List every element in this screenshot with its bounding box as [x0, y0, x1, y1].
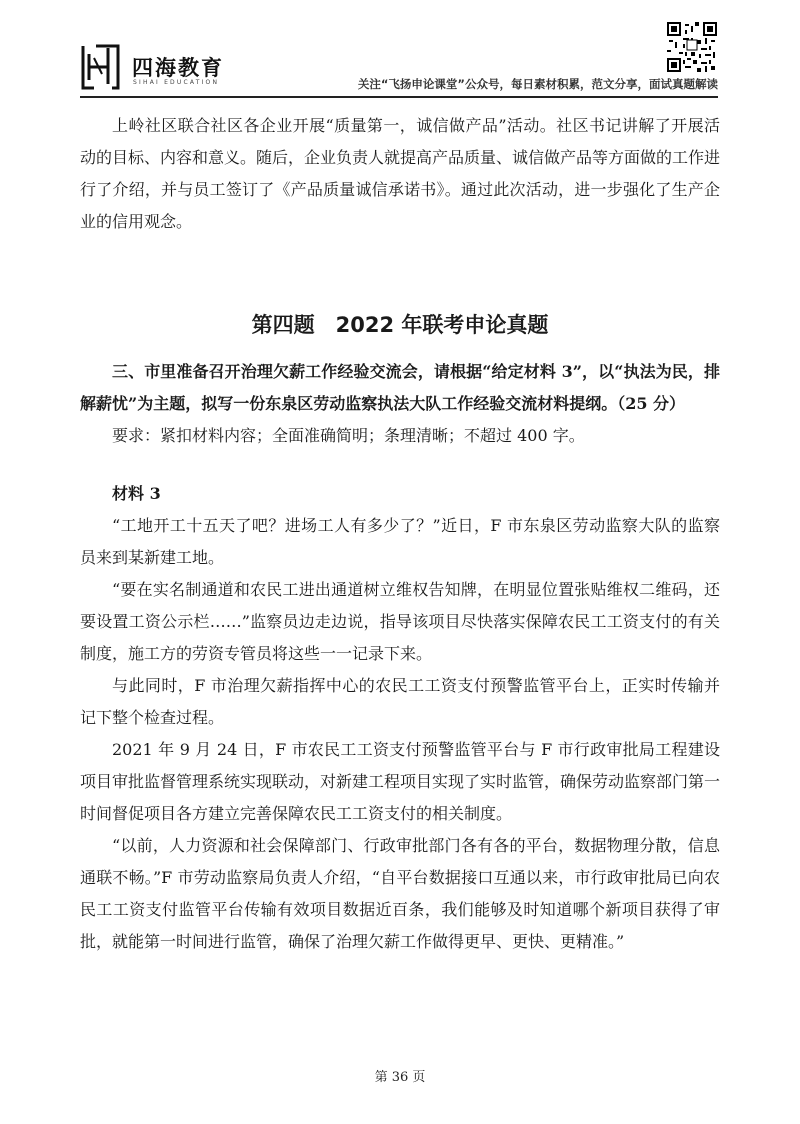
requirements-text: 要求：紧扣材料内容；全面准确简明；条理清晰；不超过 400 字。: [112, 426, 585, 445]
logo-text: 四海教育: [132, 56, 224, 80]
intro-paragraph: 上岭社区联合社区各企业开展“质量第一，诚信做产品”活动。社区书记讲解了开展活动的目标、内容和意义。随后，企业负责人就提高产品质量、诚信做产品等方面做的工作进行了介绍，并与员工签订了《产品质量诚信承诺书》。通过此次活动，进一步强化了生产企业的信用观念。: [80, 116, 721, 231]
material-title: 材料 3: [112, 484, 161, 503]
material-paragraph: 2021 年 9 月 24 日，F 市农民工工资支付预警监管平台与 F 市行政审批局工程建设项目审批监督管理系统实现联动，对新建工程项目实现了实时监管，确保劳动监察部门第一时间督促项目各方建立完善保障农民工工资支付的相关制度。: [80, 740, 721, 823]
material-paragraph: “以前，人力资源和社会保障部门、行政审批部门各有各的平台，数据物理分散，信息通联不畅。”F 市劳动监察局负责人介绍，“自平台数据接口互通以来，市行政审批局已向农民工工资支付监管平台传输有效项目数据近百条，我们能够及时知道哪个新项目获得了审批，就能第一时间进行监管，确保了治理欠薪工作做得更早、更快、更精准。”: [80, 836, 720, 951]
material-paragraph: 与此同时，F 市治理欠薪指挥中心的农民工工资支付预警监管平台上，正实时传输并记下整个检查过程。: [80, 676, 720, 727]
material-paragraph: “工地开工十五天了吧？进场工人有多少了？”近日，F 市东泉区劳动监察大队的监察员来到某新建工地。: [80, 516, 720, 567]
section-title: 第四题 2022 年联考申论真题: [251, 313, 549, 337]
material-paragraph: “要在实名制通道和农民工进出通道树立维权告知牌，在明显位置张贴维权二维码，还要设置工资公示栏……”监察员边走边说，指导该项目尽快落实保障农民工工资支付的有关制度，施工方的劳资专管员将这些一一记录下来。: [80, 580, 720, 663]
page-header: [0, 0, 800, 100]
logo-subtext: SIHAI EDUCATION: [133, 79, 220, 86]
header-divider: [80, 96, 718, 98]
qr-code-icon: [667, 22, 717, 72]
header-tagline: 关注“飞扬申论课堂”公众号，每日素材积累，范文分享，面试真题解读: [357, 77, 718, 91]
question-text: 三、市里准备召开治理欠薪工作经验交流会，请根据“给定材料 3”，以“执法为民，排解薪忧”为主题，拟写一份东泉区劳动监察执法大队工作经验交流材料提纲。（25 分）: [80, 362, 720, 413]
page-number: 第 36 页: [374, 1070, 426, 1085]
page-content: [80, 110, 720, 958]
sihai-logo-icon: [80, 44, 122, 90]
